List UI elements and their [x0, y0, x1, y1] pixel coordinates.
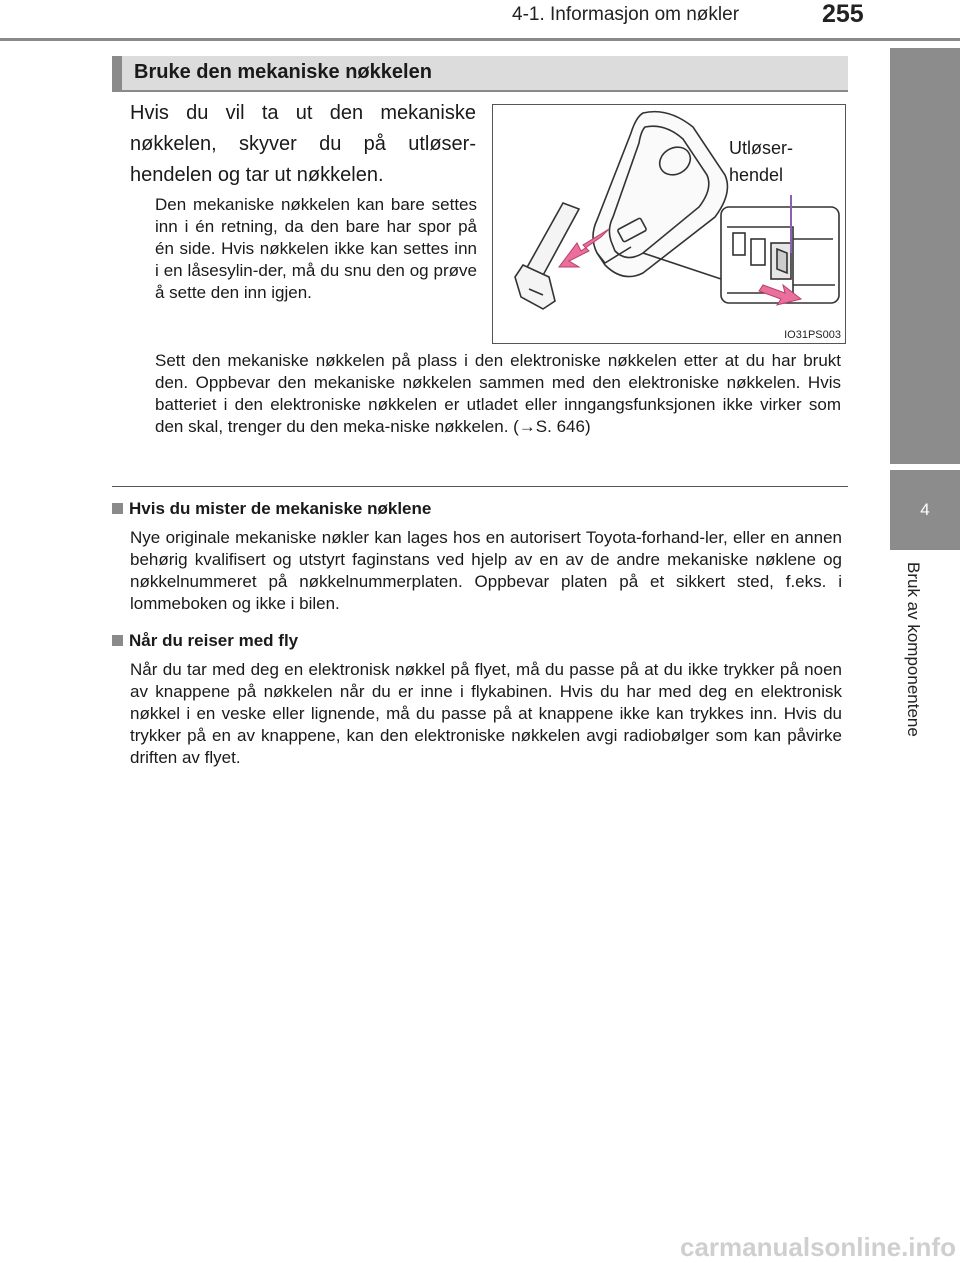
chapter-title: Bruk av komponentene: [904, 562, 923, 737]
section-title: Bruke den mekaniske nøkkelen: [134, 61, 432, 83]
note-paragraph-1: Den mekaniske nøkkelen kan bare settes inn i én retning, da den bare har spor på én side. Hvis nøkkelen ikke kan settes inn i en låsesylin-der, må du snu den og prøve å sette den inn igjen.: [155, 195, 477, 302]
info-heading-lost-keys: [112, 498, 431, 520]
release-lever-label-line-1: Utløser-: [729, 138, 793, 158]
header-rule: [0, 38, 960, 41]
section-divider: [112, 486, 848, 487]
info-heading-text: Hvis du mister de mekaniske nøklene: [129, 499, 432, 518]
release-lever-label-line-2: hendel: [729, 165, 784, 185]
key-illustration: [492, 104, 846, 344]
release-lever-label: [729, 135, 793, 189]
page-number: 255: [822, 0, 864, 28]
running-header: 4-1. Informasjon om nøkler: [512, 4, 740, 25]
square-bullet-icon: [112, 503, 123, 514]
square-bullet-icon: [112, 635, 123, 646]
note-paragraph-2: Sett den mekaniske nøkkelen på plass i den elektroniske nøkkelen etter at du har brukt den. Oppbevar den mekaniske nøkkelen sammen med den elektroniske nøkkelen. Hvis batteriet i den elektroniske nøkkelen er utladet eller inngangsfunksjonen ikke virker som den skal, trenger du den meka-niske nøkkelen. (→S. 646): [155, 351, 841, 436]
info-heading-text: Når du reiser med fly: [129, 631, 299, 650]
intro-paragraph: Hvis du vil ta ut den mekaniske nøkkelen, skyver du på utløser-hendelen og tar ut nøkkelen.: [130, 102, 476, 186]
electronic-key-body: [593, 112, 733, 283]
figure-code: IO31PS003: [784, 329, 841, 341]
info-heading-air-travel: [112, 630, 298, 652]
watermark: carmanualsonline.info: [680, 1232, 956, 1262]
info-body-lost-keys: Nye originale mekaniske nøkler kan lages hos en autorisert Toyota-forhand-ler, eller en annen behørig kvalifisert og utstyrt faginstans ved hjelp av en av de andre mekaniske nøklene og nøkkelnummeret på nøkkelnummerplaten. Oppbevar platen på et sikkert sted, f.eks. i lommeboken og ikke i bilen.: [130, 528, 842, 613]
chapter-number-tab: 4: [890, 470, 960, 550]
side-tab-upper: [890, 48, 960, 464]
section-heading-accent: [112, 56, 122, 90]
release-lever-inset: [721, 207, 839, 303]
section-heading-bar: [112, 56, 848, 92]
info-body-air-travel: Når du tar med deg en elektronisk nøkkel på flyet, må du passe på at du ikke trykker på noen av knappene på nøkkelen når du er inne i flykabinen. Hvis du har med deg en elektronisk nøkkel i en veske eller lignende, må du passe på at knappene ikke kan trykkes inn. Hvis du trykker på en av knappene, kan den elektroniske nøkkelen avgi radiobølger som kan påvirke driften av flyet.: [130, 660, 842, 767]
